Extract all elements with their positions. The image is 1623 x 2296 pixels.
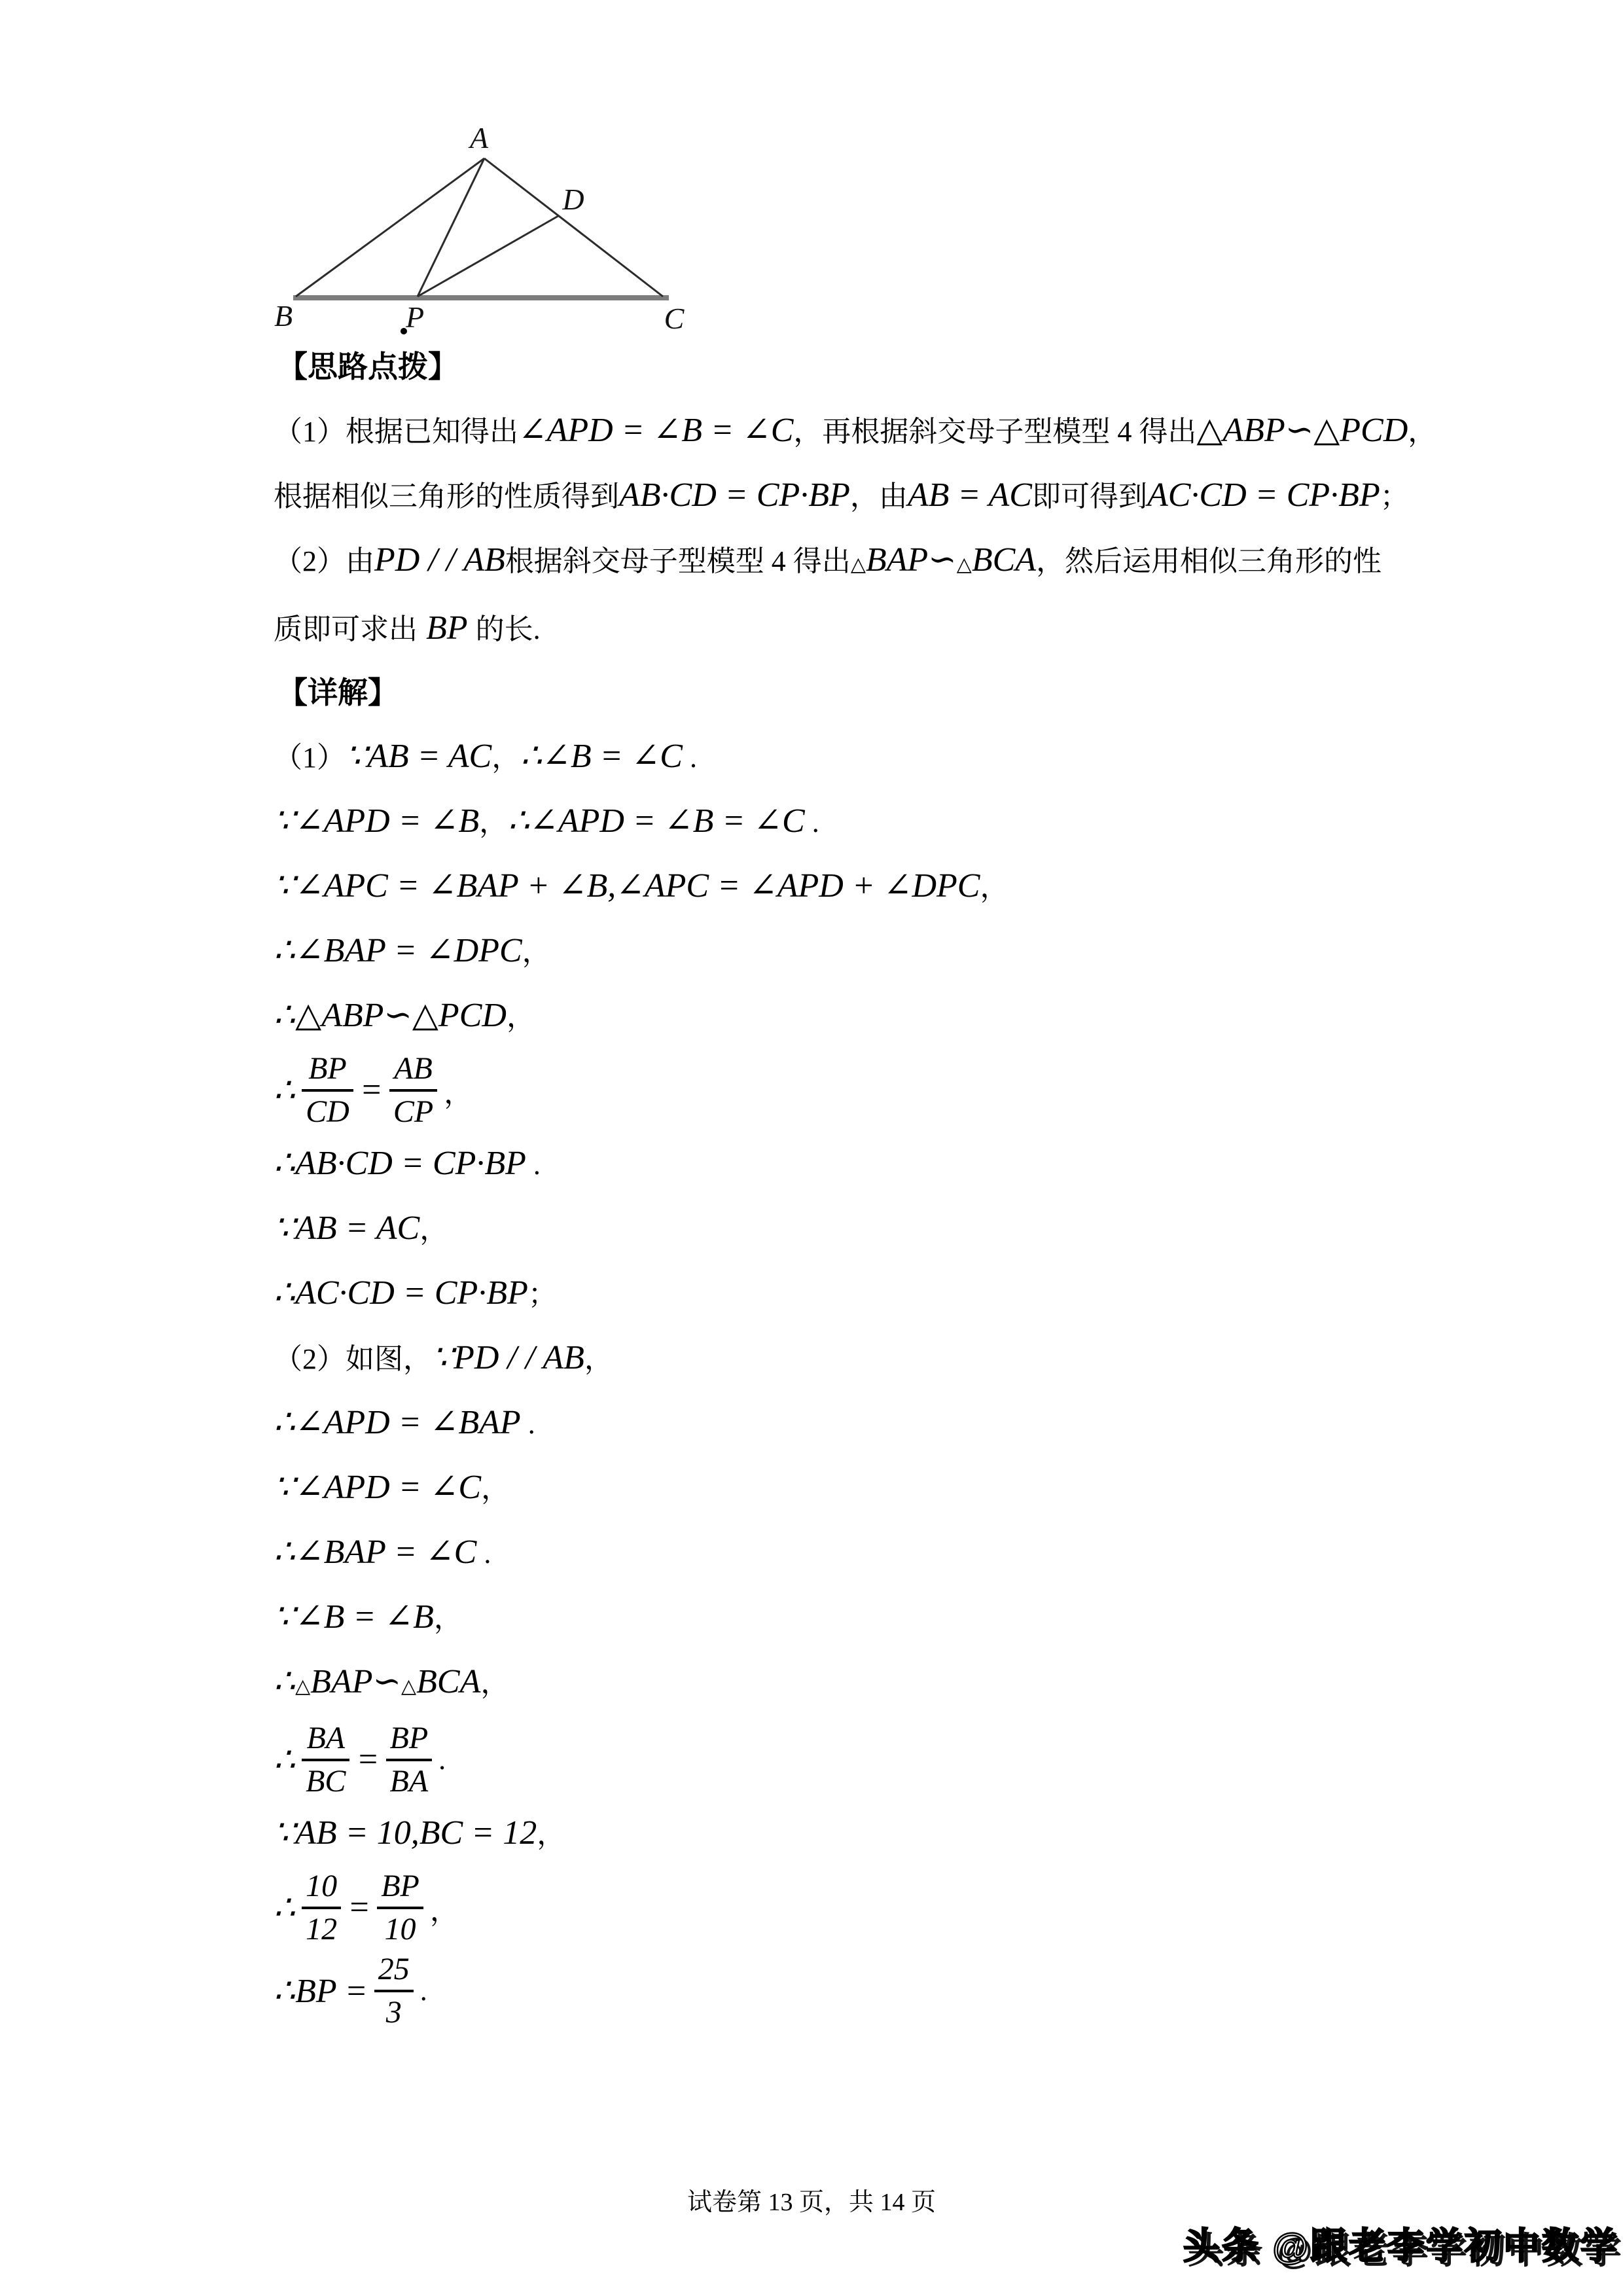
- math-text: △: [850, 554, 866, 575]
- cjk-text: 质即可求出: [274, 613, 418, 645]
- math-text: △ABP∽△PCD: [1196, 412, 1408, 449]
- cjk-text: （2）由: [274, 545, 374, 577]
- vertex-label-c: C: [664, 302, 685, 335]
- fraction-bar: [302, 1759, 349, 1761]
- math-text: △: [401, 1676, 417, 1697]
- math-text: ∴: [274, 1663, 296, 1700]
- fraction: $\frac{25}{3}$: [374, 1952, 414, 2030]
- math-text: ∵AB = AC: [346, 738, 492, 775]
- text-line: [274, 919, 1623, 984]
- cjk-text: ，: [537, 1818, 566, 1850]
- text-line: [274, 1391, 1623, 1456]
- math-text: ∴BP =: [274, 1972, 368, 2010]
- fraction: $\frac{BP}{BA}$: [386, 1721, 433, 1799]
- cjk-text: .: [804, 806, 819, 838]
- cjk-text: ，: [522, 936, 551, 968]
- cjk-text: .: [520, 1408, 535, 1440]
- cjk-text: .: [526, 1149, 541, 1181]
- math-text: ∵AB = AC: [274, 1210, 420, 1247]
- math-text: BAP∽: [310, 1663, 402, 1700]
- cjk-text: 即可得到: [1031, 480, 1147, 512]
- cjk-text: ，: [444, 1077, 473, 1109]
- math-text: △: [295, 1676, 311, 1697]
- cjk-text: ，: [433, 1602, 463, 1634]
- segment-AP: [418, 158, 484, 296]
- text-line: [274, 1049, 1623, 1132]
- cjk-text: ，: [429, 1894, 459, 1927]
- fraction-bar: [389, 1089, 437, 1092]
- fraction: $\frac{BA}{BC}$: [302, 1721, 349, 1799]
- cjk-text: 根据斜交母子型模型 4 得出: [505, 545, 851, 577]
- cjk-text: ，: [491, 742, 521, 774]
- text-line: [274, 528, 1623, 596]
- text-line: [274, 1261, 1623, 1326]
- text-line: [274, 789, 1623, 854]
- cjk-text: .: [419, 1975, 427, 2007]
- math-text: ∵∠APD = ∠B: [274, 802, 480, 840]
- math-text: ∴AC·CD = CP·BP: [274, 1274, 528, 1312]
- math-text: ∴: [274, 1071, 296, 1109]
- page-number-footer: 试卷第 13 页，共 14 页: [687, 2189, 936, 2216]
- fraction-bar: [377, 1907, 423, 1909]
- text-line: [274, 1520, 1623, 1585]
- cjk-text: ，: [481, 1473, 510, 1505]
- fraction-bar: [374, 1990, 414, 1992]
- vertex-label-d: D: [562, 183, 584, 216]
- math-text: ∵∠APD = ∠C: [274, 1469, 482, 1506]
- geometry-figure: [0, 0, 1623, 367]
- math-text: =: [348, 1889, 371, 1926]
- text-line: [274, 1456, 1623, 1520]
- math-text: =: [356, 1741, 380, 1778]
- vertex-label-b: B: [274, 299, 293, 332]
- math-text: BCA: [971, 541, 1037, 579]
- math-text: PD / / AB: [374, 541, 505, 579]
- cjk-text: （2）如图，: [274, 1343, 432, 1375]
- math-text: ∴∠BAP = ∠C: [274, 1534, 477, 1571]
- fraction: $\frac{10}{12}$: [302, 1869, 341, 1946]
- detail-header: 【详解】: [277, 676, 398, 709]
- fraction: $\frac{AB}{CP}$: [389, 1052, 437, 1129]
- segment-AB: [296, 158, 484, 296]
- text-line: [274, 1650, 1623, 1718]
- cjk-text: .: [476, 1537, 491, 1570]
- math-text: ∴∠APD = ∠B = ∠C: [508, 802, 805, 840]
- cjk-text: ，: [1408, 416, 1437, 448]
- text-line: [274, 984, 1623, 1049]
- math-text: ∵∠B = ∠B: [274, 1598, 434, 1636]
- text-line: [274, 1718, 1623, 1801]
- math-text: ∴AB·CD = CP·BP: [274, 1145, 526, 1182]
- math-text: ∴: [274, 1741, 296, 1779]
- fraction: $\frac{BP}{10}$: [377, 1869, 423, 1946]
- text-line: [274, 1196, 1623, 1261]
- text-line: [274, 1326, 1623, 1391]
- math-text: ∵∠APC = ∠BAP + ∠B,∠APC = ∠APD + ∠DPC: [274, 867, 980, 905]
- cjk-text: 根据相似三角形的性质得到: [274, 480, 619, 512]
- cjk-text: ，由: [849, 480, 908, 512]
- fraction-bar: [302, 1089, 353, 1092]
- cjk-text: ，: [584, 1343, 613, 1375]
- fraction-bar: [302, 1907, 341, 1909]
- math-text: AB = AC: [907, 476, 1032, 514]
- vertex-label-p: P: [405, 300, 425, 334]
- cjk-text: ，: [506, 1001, 535, 1033]
- cjk-text: ，: [479, 806, 508, 838]
- cjk-text: .: [682, 742, 697, 774]
- text-line: [274, 1585, 1623, 1650]
- cjk-text: ，: [419, 1213, 449, 1246]
- math-text: △: [956, 554, 972, 575]
- text-line: [274, 725, 1623, 789]
- cjk-text: .: [438, 1744, 446, 1776]
- segment-PD: [418, 216, 558, 296]
- cjk-text: ；: [1380, 480, 1409, 512]
- math-text: ∵AB = 10,BC = 12: [274, 1814, 537, 1852]
- math-text: ∴∠B = ∠C: [520, 738, 683, 775]
- cjk-text: ；: [527, 1278, 557, 1310]
- text-line: [274, 1801, 1623, 1866]
- math-text: ∴∠BAP = ∠DPC: [274, 932, 522, 969]
- text-line: [274, 596, 1623, 661]
- hints-header: 【思路点拨】: [277, 350, 458, 384]
- cjk-text: ，: [480, 1667, 510, 1699]
- math-text: ∵PD / / AB: [432, 1339, 584, 1376]
- math-text: BAP∽: [865, 541, 957, 579]
- math-text: ∴△ABP∽△PCD: [274, 997, 507, 1034]
- math-text: ∴: [274, 1889, 296, 1927]
- cjk-text: ，然后运用相似三角形的性: [1036, 545, 1382, 577]
- fraction: $\frac{BP}{CD}$: [302, 1052, 353, 1129]
- text-line: [274, 854, 1623, 919]
- watermark: 头条 @跟老李学初中数学: [1183, 2225, 1619, 2267]
- text-line: [274, 463, 1623, 528]
- math-text: AB·CD = CP·BP: [619, 476, 850, 514]
- math-text: ∴∠APD = ∠BAP: [274, 1404, 521, 1441]
- math-text: ∠APD = ∠B = ∠C: [518, 412, 794, 449]
- cjk-text: ，: [980, 871, 1009, 903]
- text-line: [274, 1132, 1623, 1196]
- math-text: BCA: [416, 1663, 481, 1700]
- text-line: [274, 399, 1623, 463]
- math-text: =: [359, 1071, 383, 1109]
- text-line: [274, 1866, 1623, 1949]
- solution-content: [0, 335, 1623, 2032]
- hints-body: [0, 399, 1623, 661]
- vertex-label-a: A: [469, 121, 489, 154]
- math-text: BP: [418, 609, 476, 647]
- cjk-text: （1）根据已知得出: [274, 416, 518, 448]
- cjk-text: ，再根据斜交母子型模型 4 得出: [793, 416, 1197, 448]
- math-text: AC·CD = CP·BP: [1147, 476, 1380, 514]
- segment-AC: [484, 158, 663, 296]
- text-line: [274, 1949, 1623, 2032]
- cjk-text: 的长.: [475, 613, 541, 645]
- fraction-bar: [386, 1759, 433, 1761]
- detail-body: [0, 725, 1623, 2032]
- cjk-text: （1）: [274, 742, 346, 774]
